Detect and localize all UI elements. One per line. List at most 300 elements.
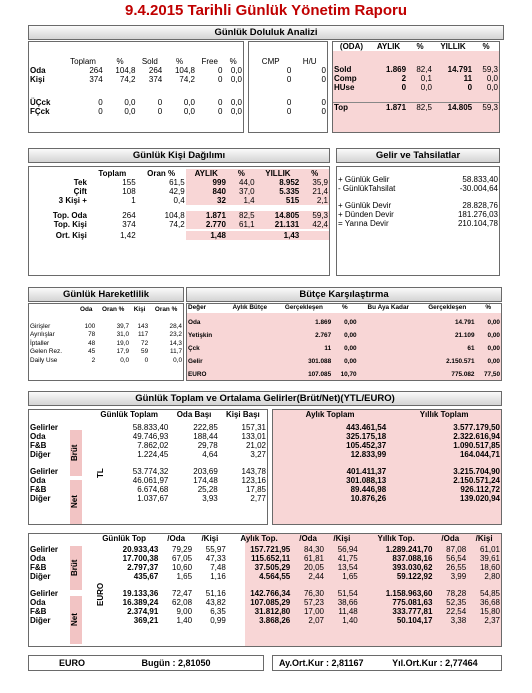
row-label: Gelir [188, 357, 203, 365]
tl-revenue-table [28, 409, 268, 525]
table-cell: 17.700,38 [122, 554, 159, 563]
table-cell: 0 [467, 83, 473, 92]
footer-avg-rates [272, 655, 502, 671]
table-cell: 1.869 [386, 65, 407, 74]
table-cell: 3,38 [450, 616, 467, 625]
table-cell: 3,27 [250, 450, 266, 459]
spacer-row [29, 84, 243, 98]
row-label: Ayrılışlar [30, 331, 55, 338]
tl-row [29, 441, 267, 450]
row-label: HUse [334, 83, 355, 92]
table-cell: 0,00 [487, 357, 500, 365]
report-title: 9.4.2015 Tarihli Günlük Yönetim Raporu [124, 2, 408, 19]
row-label: + Dünden Devir [338, 210, 394, 219]
row-label: Oda [188, 318, 201, 326]
column-header: /Kişi [201, 534, 219, 543]
table-cell: 401.411,37 [346, 467, 387, 476]
column-header: % [342, 304, 348, 311]
table-cell: 41,75 [337, 554, 358, 563]
column-header: % [116, 57, 124, 66]
row-label: Top [334, 102, 349, 112]
table-cell: 56,94 [337, 545, 358, 554]
column-header: % [482, 42, 490, 51]
table-cell: 84,30 [303, 545, 324, 554]
table-cell: 999 [186, 178, 227, 187]
table-cell: 0,0 [230, 66, 242, 75]
column-header: Toplam [98, 169, 127, 178]
column-header: Oran % [101, 306, 125, 313]
row-label: Çift [73, 187, 87, 196]
table-cell: 0,00 [487, 318, 500, 326]
table-cell [224, 369, 276, 382]
row-label: - GünlükTahsilat [338, 184, 396, 193]
table-cell: 0,0 [230, 107, 242, 116]
table-cell: 35,9 [300, 178, 329, 187]
table-cell: 142.766,34 [250, 589, 291, 598]
table-cell: 4.564,55 [259, 572, 291, 581]
table-cell: 117 [137, 331, 149, 338]
revenue-collection-header: Gelir ve Tahsilatlar [336, 148, 500, 163]
table-cell [137, 231, 186, 240]
table-cell [29, 534, 89, 543]
table-cell [358, 356, 419, 369]
table-cell: 0,0 [183, 98, 195, 107]
column-header: Sold [141, 57, 158, 66]
guest-row [29, 187, 329, 196]
table-cell [224, 317, 276, 330]
occupancy-row [29, 66, 243, 75]
table-cell: 25,28 [197, 485, 218, 494]
header-row [29, 306, 183, 315]
table-cell: 181.276,03 [457, 210, 498, 219]
table-cell: 28.828,76 [462, 201, 498, 210]
footer-rate-today [28, 655, 264, 671]
table-cell: 11 [463, 74, 473, 83]
table-cell: 107.085,29 [250, 598, 291, 607]
table-cell: 59,3 [482, 102, 498, 112]
table-cell: 2,77 [250, 494, 266, 503]
revenue-collection-box [336, 166, 500, 276]
table-cell: 10.876,26 [350, 494, 387, 503]
table-cell: 0,00 [344, 318, 357, 326]
table-cell: 3,93 [202, 494, 218, 503]
column-header: Değer [188, 304, 207, 311]
table-cell: 0 [157, 107, 163, 116]
revenue-row [337, 201, 499, 210]
euro-row [29, 572, 501, 581]
row-label: Çck [188, 344, 200, 352]
table-cell: 43,82 [205, 598, 226, 607]
brut-label: Brüt [70, 430, 82, 476]
euro-row [29, 563, 501, 572]
guest-distribution-table [28, 166, 330, 276]
table-cell: 264 [122, 211, 136, 220]
table-cell: 20,05 [303, 563, 324, 572]
tl-period-row [273, 494, 501, 503]
table-cell: 14.791 [447, 65, 473, 74]
table-cell: 46.061,97 [132, 476, 169, 485]
table-cell: 1.869 [315, 318, 332, 326]
table-cell: 54,85 [479, 589, 500, 598]
table-cell: 6,35 [210, 607, 226, 616]
table-cell: 4,64 [202, 450, 218, 459]
table-cell: 87,08 [446, 545, 467, 554]
table-cell: 369,21 [133, 616, 159, 625]
row-label: + Günlük Devir [338, 201, 392, 210]
table-cell: 123,16 [241, 476, 266, 485]
table-cell: 926.112,72 [460, 485, 500, 494]
cmp-row [249, 66, 327, 75]
table-cell: 38,66 [337, 598, 358, 607]
column-header: /Oda [441, 534, 460, 543]
table-cell: 157.721,95 [250, 545, 291, 554]
table-cell: 9,00 [176, 607, 193, 616]
table-cell: 89.446,98 [350, 485, 387, 494]
table-cell: 82,5 [416, 102, 432, 112]
euro-row [29, 598, 501, 607]
table-cell: 264 [148, 66, 163, 75]
table-cell: 1.871 [186, 211, 227, 220]
table-cell [224, 356, 276, 369]
table-cell: 0 [321, 107, 326, 116]
row-label: ÜÇck [30, 98, 51, 107]
monthly-row [333, 83, 499, 92]
table-cell: 20.933,43 [122, 545, 159, 554]
table-cell: 0 [217, 66, 223, 75]
revenue-row [337, 210, 499, 219]
table-cell: 61,5 [169, 178, 185, 187]
table-cell: 1.289.241,70 [385, 545, 433, 554]
table-cell: 0 [286, 66, 292, 75]
movement-table [28, 303, 184, 381]
budget-row [187, 369, 501, 382]
table-cell: 0,0 [486, 74, 498, 83]
table-cell: 57,23 [303, 598, 324, 607]
row-label: Daily Use [30, 356, 58, 364]
revenue-row [337, 184, 499, 193]
table-cell: 77,50 [484, 370, 500, 378]
table-cell: 59.122,92 [396, 572, 433, 581]
row-label: Gelirler [30, 423, 59, 432]
table-cell: 0 [321, 75, 326, 84]
euro-brut-label: Brüt [70, 546, 82, 590]
table-cell: 21,4 [300, 187, 329, 196]
table-cell [358, 343, 419, 356]
table-cell [29, 169, 88, 178]
header-row [29, 57, 243, 66]
table-cell: 51,54 [337, 589, 358, 598]
tl-row [29, 423, 267, 432]
table-cell: 435,67 [133, 572, 159, 581]
euro-net-label: Net [70, 596, 82, 644]
table-cell: 0 [217, 107, 223, 116]
row-label: Diğer [30, 494, 51, 503]
tl-row [29, 450, 267, 459]
table-cell: 31.812,80 [254, 607, 291, 616]
table-cell: 2,1 [300, 196, 329, 205]
table-cell: 2.150.571,24 [453, 476, 500, 485]
table-cell: 393.030,62 [392, 563, 433, 572]
column-header: Toplam [70, 57, 96, 66]
row-label: Gelirler [30, 467, 59, 476]
column-header: Free [201, 57, 218, 66]
row-label: F&B [30, 485, 47, 494]
table-cell: 59 [141, 348, 149, 355]
table-cell: 42,4 [300, 220, 329, 229]
column-header: Kişi Başı [225, 410, 260, 419]
table-cell: 0 [157, 98, 163, 107]
column-header: Oda Başı [176, 410, 212, 419]
table-cell: 143 [137, 322, 149, 330]
table-cell: 2 [91, 356, 96, 364]
guest-row [29, 231, 329, 240]
row-label: Oda [30, 432, 46, 441]
table-cell: 2.322.616,94 [453, 432, 500, 441]
table-cell: 0 [286, 75, 292, 84]
table-cell: 174,48 [193, 476, 218, 485]
table-cell: 7.862,02 [137, 441, 169, 450]
table-cell: 0,1 [420, 74, 432, 83]
tl-period-row [273, 423, 501, 432]
table-cell: 104,8 [174, 66, 195, 75]
table-cell: 104,8 [164, 211, 185, 220]
table-cell: 0,4 [173, 196, 185, 205]
table-cell: 0,0 [124, 98, 136, 107]
cmp-row [249, 98, 327, 107]
table-cell: 59,3 [482, 65, 498, 74]
table-cell: 42,9 [169, 187, 185, 196]
table-cell [224, 330, 276, 343]
guest-row [29, 220, 329, 229]
row-label: F&B [30, 607, 47, 616]
table-cell: 2.150.571 [446, 357, 475, 365]
net-label: Net [70, 480, 82, 524]
table-cell: 2 [401, 74, 407, 83]
cmp-row [249, 107, 327, 116]
table-cell: 55,97 [205, 545, 226, 554]
table-cell: 210.104,78 [457, 219, 498, 228]
euro-revenue-table [28, 533, 502, 647]
table-cell: 17,9 [116, 348, 130, 355]
table-cell: 37.505,29 [254, 563, 291, 572]
row-label: Yetişkin [188, 331, 213, 339]
row-label: Oda [30, 554, 46, 563]
row-label: EURO [188, 370, 207, 378]
euro-row [29, 554, 501, 563]
table-cell: 0,0 [486, 83, 498, 92]
row-label: Sold [334, 65, 352, 74]
table-cell: 10,60 [172, 563, 193, 572]
row-label: Kişi [30, 75, 45, 84]
table-cell: 15,80 [479, 607, 500, 616]
table-cell: 17,85 [245, 485, 266, 494]
budget-row [187, 317, 501, 330]
table-cell: 2.797,37 [127, 563, 159, 572]
guest-distribution-header: Günlük Kişi Dağılımı [28, 148, 330, 163]
column-header: AYLIK [376, 42, 401, 51]
table-cell: 1,65 [176, 572, 193, 581]
table-cell: 32 [186, 196, 227, 205]
table-cell: 0 [321, 98, 326, 107]
table-cell: 23,2 [169, 331, 182, 338]
column-header: Gerçekleşen [284, 304, 323, 311]
table-cell: 58.833,40 [462, 175, 498, 184]
table-cell: 0,0 [230, 98, 242, 107]
average-revenue-header: Günlük Toplam ve Ortalama Gelirler(Brüt/Net)(YTL/EURO) [28, 391, 502, 406]
table-cell: 222,85 [193, 423, 218, 432]
table-cell: 82,5 [227, 211, 256, 220]
spacer-row [273, 459, 501, 467]
table-cell: 155 [122, 178, 136, 187]
header-row [29, 410, 267, 419]
table-cell: 22,54 [446, 607, 467, 616]
table-cell: 61,1 [227, 220, 256, 229]
euro-row [29, 589, 501, 598]
column-header: Bu Aya Kadar [367, 304, 409, 311]
guest-row [29, 178, 329, 187]
table-cell: 62,08 [172, 598, 193, 607]
tl-period-table [272, 409, 502, 525]
row-label: Top. Kişi [53, 220, 87, 229]
occupancy-cmp-table [248, 41, 328, 133]
row-label: Top. Oda [52, 211, 87, 220]
column-header: Kişi [133, 306, 146, 313]
tl-row [29, 485, 267, 494]
movement-row [29, 340, 183, 349]
table-cell: 44,0 [227, 178, 256, 187]
column-header: Yıllık Top. [377, 534, 415, 543]
spacer-row [29, 581, 501, 589]
table-cell: 67,05 [172, 554, 193, 563]
header-row [187, 304, 501, 313]
table-cell: 0 [286, 107, 292, 116]
table-cell: 47,33 [205, 554, 226, 563]
table-cell: 14.805 [256, 211, 301, 220]
movement-row [29, 331, 183, 340]
table-cell: 21.131 [256, 220, 301, 229]
occupancy-left-table [28, 41, 244, 133]
table-cell: 0,0 [183, 107, 195, 116]
table-cell: 51,16 [205, 589, 226, 598]
table-cell [29, 57, 62, 66]
table-cell: 61 [467, 344, 475, 352]
table-cell: 82,4 [416, 65, 432, 74]
table-cell: 39,61 [479, 554, 500, 563]
table-cell: 133,01 [241, 432, 266, 441]
table-cell: 21,02 [245, 441, 266, 450]
table-cell: 76,30 [303, 589, 324, 598]
table-cell: 0,00 [344, 344, 357, 352]
footer-yearly-rate: Yıl.Ort.Kur : 2,77464 [392, 658, 478, 668]
guest-row [29, 211, 329, 220]
table-cell: 1.871 [386, 102, 407, 112]
column-header: Oda [79, 306, 93, 313]
table-cell: 56,54 [446, 554, 467, 563]
table-cell: 374 [89, 75, 103, 84]
row-label: Girişler [30, 322, 51, 330]
budget-row [187, 356, 501, 369]
table-cell: 39,7 [116, 322, 130, 330]
header-row [29, 169, 329, 178]
table-cell: 3,99 [450, 572, 467, 581]
monthly-row [333, 102, 499, 112]
table-cell: -30.004,64 [459, 184, 498, 193]
table-cell: 37,0 [227, 187, 256, 196]
row-label: Diğer [30, 572, 51, 581]
row-label: Ort. Kişi [55, 231, 87, 240]
table-cell: 59,3 [300, 211, 329, 220]
table-cell: 139.020,94 [459, 494, 500, 503]
table-cell: 2,80 [484, 572, 500, 581]
column-header: /Oda [299, 534, 317, 543]
table-cell: 29,78 [197, 441, 218, 450]
table-cell: 3.868,26 [259, 616, 291, 625]
table-cell: 0 [144, 356, 149, 364]
table-cell: 0,00 [344, 331, 357, 339]
table-cell [358, 330, 419, 343]
movement-row [29, 357, 183, 366]
table-cell: 48 [88, 339, 96, 347]
table-cell: 0 [217, 98, 223, 107]
row-label: İptaller [30, 339, 50, 347]
table-cell: 78 [88, 331, 96, 338]
table-cell: 107.085 [308, 370, 332, 378]
table-cell: 0 [98, 98, 103, 107]
occupancy-row [29, 107, 243, 116]
table-cell: 2.374,91 [127, 607, 159, 616]
table-cell: 14.791 [454, 318, 475, 326]
table-cell: 5.335 [256, 187, 301, 196]
table-cell: 515 [256, 196, 301, 205]
column-header: Aylık Top. [240, 534, 278, 543]
table-cell: 2.767 [315, 331, 332, 339]
table-cell: 2,37 [484, 616, 500, 625]
table-cell: 0,0 [120, 356, 130, 364]
table-cell: 374 [122, 220, 136, 229]
tl-period-row [273, 476, 501, 485]
budget-row [187, 343, 501, 356]
table-cell [29, 410, 89, 419]
table-cell: 18,60 [479, 563, 500, 572]
table-cell: 301.088 [308, 357, 332, 365]
table-cell: 0 [321, 66, 326, 75]
table-cell: 12.833,99 [350, 450, 387, 459]
table-cell [29, 306, 76, 315]
row-label: Diğer [30, 450, 51, 459]
table-cell: 0,0 [173, 356, 182, 364]
table-cell: 72,47 [172, 589, 193, 598]
table-cell: 50.104,17 [396, 616, 433, 625]
budget-row [187, 330, 501, 343]
occupancy-row [29, 75, 243, 84]
guest-row [29, 196, 329, 205]
monthly-row [333, 65, 499, 74]
column-header: AYLIK [186, 169, 227, 178]
table-cell: 1,48 [186, 231, 227, 240]
table-cell: 79,29 [172, 545, 193, 554]
row-label: Oda [30, 476, 46, 485]
header-row [249, 57, 327, 66]
table-cell: 1,16 [210, 572, 226, 581]
table-cell: 115.652,11 [251, 554, 291, 563]
spacer-row [333, 92, 499, 102]
row-label: = Yarına Devir [338, 219, 389, 228]
occupancy-row [29, 98, 243, 107]
table-cell: 74,2 [169, 220, 185, 229]
table-cell: 0,00 [344, 357, 357, 365]
table-cell: 1,40 [176, 616, 193, 625]
column-header: % [227, 169, 256, 178]
